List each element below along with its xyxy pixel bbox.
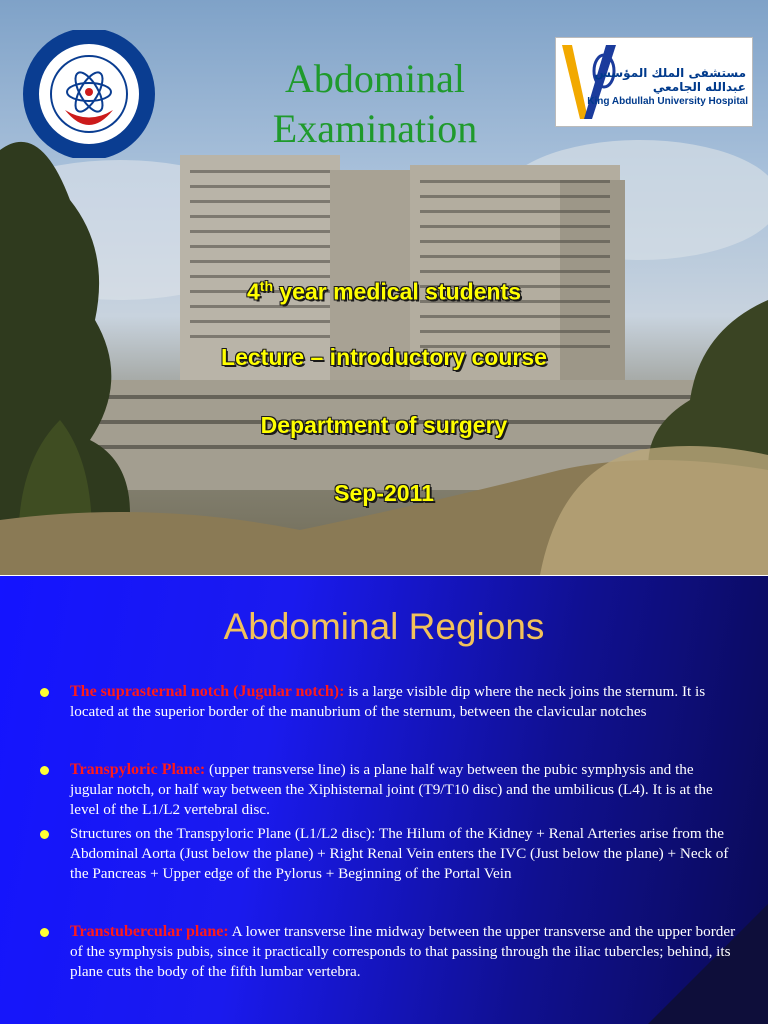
bullet-dot-icon <box>40 830 49 839</box>
bullet-dot-icon <box>40 928 49 937</box>
year-number: 4 <box>246 278 260 305</box>
subtitle-line-4: Sep-2011 <box>334 480 434 506</box>
subtitle-line-3: Department of surgery <box>260 412 508 438</box>
bullet-text: (upper transverse line) is a plane half way between the pubic symphysis and the jugular notch, or half way between the Xiphisternal joint (T9/T10 disc) and the umbilicus (L4). It is at the level of the L1/L2 vertebral disc. <box>70 761 713 818</box>
bullet-text: is a large visible dip where the neck joins the sternum. It is located at the superior border of the manubrium of the sternum, between the clavicular notches <box>70 683 706 720</box>
subtitle-line-1 <box>0 278 768 306</box>
slide1-title: Abdominal Examination <box>272 56 478 151</box>
slide2-title: Abdominal Regions <box>223 606 545 647</box>
hospital-arabic-name: مستشفى الملك المؤسس عبدالله الجامعي <box>594 66 746 94</box>
regions-slide <box>0 576 768 1024</box>
university-logo <box>20 30 158 158</box>
subtitle-line-2: Lecture – introductory course <box>221 344 547 370</box>
list-item <box>40 760 740 820</box>
bullet-term: Transpyloric Plane: <box>70 761 206 778</box>
year-label: year medical students <box>273 278 521 305</box>
bullet-text: A lower transverse line midway between the upper transverse and the upper border of the symphysis pubis, since it practically corresponds to that passing through the iliac tubercles; behind, its plane cuts the body of the fifth lumbar vertebra. <box>70 923 736 980</box>
hospital-english-name: King Abdullah University Hospital <box>587 96 748 107</box>
bullet-text: Structures on the Transpyloric Plane (L1/L2 disc): The Hilum of the Kidney + Renal Arteries arise from the Abdominal Aorta (Just below the plane) + Right Renal Vein enters the IVC (Just below the plane) + Neck of the Pancreas + Upper edge of the Pylorus + Beginning of the Portal Vein <box>70 825 729 882</box>
bullet-dot-icon <box>40 688 49 697</box>
bullet-dot-icon <box>40 766 49 775</box>
list-item <box>40 682 740 722</box>
year-ordinal: th <box>259 278 273 294</box>
list-item <box>40 922 740 982</box>
bullet-term: Transtubercular plane: <box>70 923 229 940</box>
bullet-term: The suprasternal notch (Jugular notch): <box>70 683 345 700</box>
bullet-list <box>40 682 740 982</box>
hospital-logo <box>555 37 753 127</box>
list-item <box>40 824 740 884</box>
